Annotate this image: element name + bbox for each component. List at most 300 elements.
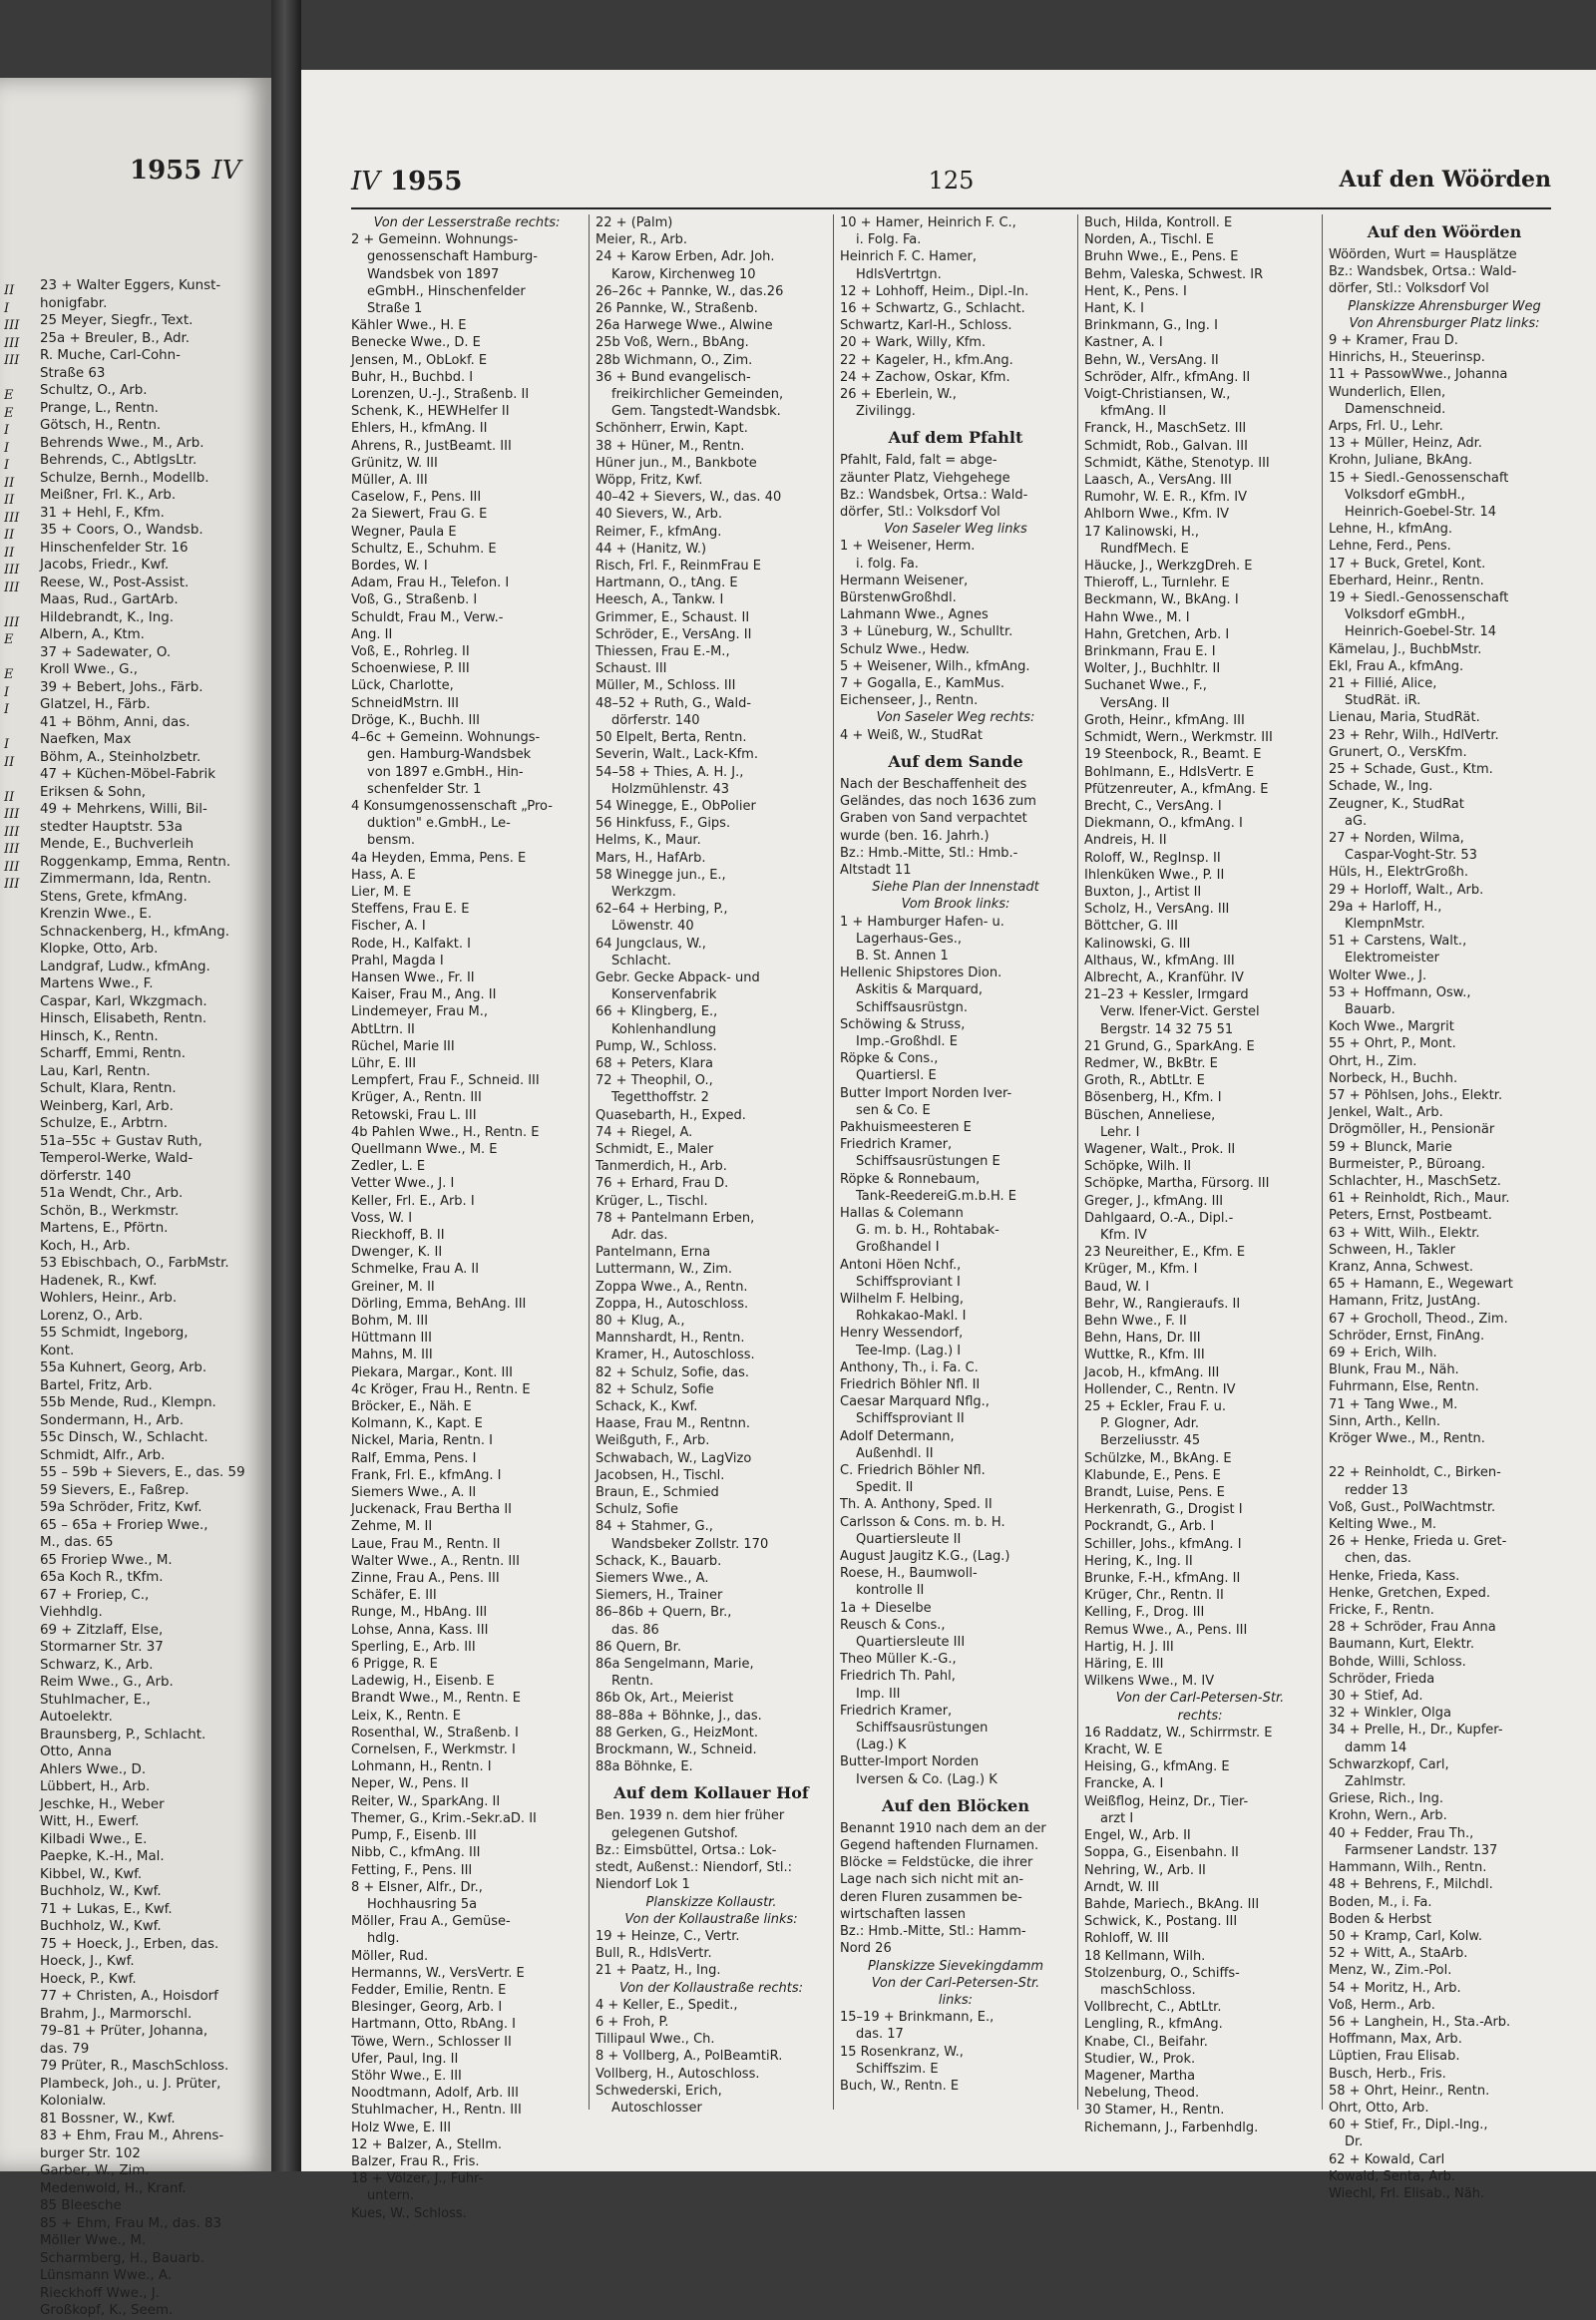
directory-entry: Prange, L., Rentn. bbox=[40, 400, 159, 416]
directory-entry: deren Fluren zusammen be- bbox=[840, 1889, 1022, 1905]
directory-entry: 88a Böhnke, E. bbox=[596, 1759, 693, 1775]
directory-entry: Wöörden, Wurt = Hausplätze bbox=[1329, 247, 1517, 262]
directory-entry: Voigt-Christiansen, W., bbox=[1084, 387, 1231, 403]
directory-entry: 71 + Tang Wwe., M. bbox=[1329, 1396, 1458, 1412]
directory-entry: Koch, H., Arb. bbox=[40, 1238, 131, 1254]
directory-entry: 4c Kröger, Frau H., Rentn. E bbox=[351, 1381, 531, 1397]
directory-entry: 23 + Walter Eggers, Kunst- bbox=[40, 278, 221, 293]
directory-entry: 51a Wendt, Chr., Arb. bbox=[40, 1186, 184, 1201]
margin-mark bbox=[4, 649, 34, 667]
directory-entry: 24 + Zachow, Oskar, Kfm. bbox=[840, 369, 1010, 385]
directory-entry: Mars, H., HafArb. bbox=[596, 850, 706, 866]
directory-entry: 19 + Heinze, C., Vertr. bbox=[596, 1928, 740, 1944]
directory-entry: Mannshardt, H., Rentn. bbox=[596, 1331, 745, 1347]
directory-entry: Sperling, E., Arb. III bbox=[351, 1639, 476, 1655]
directory-entry: Groth, R., AbtLtr. E bbox=[1084, 1073, 1205, 1089]
directory-entry: 28 + Schröder, Frau Anna bbox=[1329, 1620, 1496, 1636]
section-note: rechts: bbox=[1177, 1708, 1223, 1724]
directory-entry: honigfabr. bbox=[40, 295, 108, 311]
margin-mark: III bbox=[4, 824, 20, 840]
directory-entry: 64 Jungclaus, W., bbox=[596, 936, 706, 952]
directory-entry: Schlachter, H., MaschSetz. bbox=[1329, 1173, 1501, 1189]
margin-mark bbox=[4, 946, 34, 964]
directory-entry: Fischer, A. I bbox=[351, 919, 426, 935]
left-page-year: 1955 bbox=[130, 156, 202, 186]
directory-entry: Benecke Wwe., D. E bbox=[351, 335, 481, 351]
directory-entry: Jenkel, Walt., Arb. bbox=[1329, 1105, 1443, 1121]
directory-entry: Wolter, J., Buchhltr. II bbox=[1084, 661, 1221, 677]
left-page-header bbox=[130, 156, 240, 186]
directory-entry: Nickel, Maria, Rentn. I bbox=[351, 1433, 493, 1449]
directory-entry: 2a Siewert, Frau G. E bbox=[351, 507, 488, 523]
directory-entry: Tank-ReedereiG.m.b.H. E bbox=[856, 1188, 1016, 1204]
directory-entry: Hant, K. I bbox=[1084, 301, 1144, 317]
section-note: Von der Lesserstraße rechts: bbox=[373, 215, 561, 230]
directory-entry: Hallas & Colemann bbox=[840, 1205, 964, 1221]
directory-entry: Schultz, O., Arb. bbox=[40, 383, 148, 398]
directory-entry: 5 + Weisener, Wilh., kfmAng. bbox=[840, 658, 1030, 674]
directory-entry: Sinn, Arth., Kelln. bbox=[1329, 1413, 1441, 1429]
directory-entry: Henke, Frieda, Kass. bbox=[1329, 1568, 1460, 1584]
margin-mark bbox=[4, 1208, 34, 1226]
margin-mark: III bbox=[4, 580, 20, 595]
directory-entry: 51 + Carstens, Walt., bbox=[1329, 934, 1467, 950]
directory-entry: Lüptien, Frau Elisab. bbox=[1329, 2049, 1460, 2065]
directory-entry: Schwederski, Erich, bbox=[596, 2083, 722, 2099]
directory-entry: Hüner jun., M., Bankbote bbox=[596, 455, 757, 471]
section-note: Von der Kollaustraße rechts: bbox=[618, 1980, 804, 1996]
directory-entry: Schülzke, M., BkAng. E bbox=[1084, 1450, 1232, 1466]
directory-entry: 48 + Behrens, F., Milchdl. bbox=[1329, 1877, 1493, 1893]
directory-entry: StudRät. iR. bbox=[1345, 693, 1421, 709]
directory-entry: Benannt 1910 nach dem an der bbox=[840, 1820, 1046, 1836]
directory-entry: Zoppa Wwe., A., Rentn. bbox=[596, 1279, 748, 1295]
directory-entry: Wilkens Wwe., M. IV bbox=[1084, 1674, 1215, 1690]
directory-entry: Verw. Ifener-Vict. Gerstel bbox=[1100, 1004, 1260, 1020]
directory-entry: 11 + PassowWwe., Johanna bbox=[1329, 367, 1508, 383]
directory-entry: Helms, K., Maur. bbox=[596, 833, 701, 849]
directory-entry: 6 + Froh, P. bbox=[596, 2014, 669, 2030]
directory-entry: 29a + Harloff, H., bbox=[1329, 899, 1442, 915]
directory-entry: Pfahlt, Fald, falt = abge- bbox=[840, 453, 998, 469]
directory-entry: Schön, B., Werkmstr. bbox=[40, 1203, 180, 1219]
section-note: Planskizze Kollaustr. bbox=[645, 1894, 777, 1910]
directory-entry: Schöwing & Struss, bbox=[840, 1016, 966, 1032]
directory-entry: Heinrich-Goebel-Str. 14 bbox=[1345, 505, 1497, 521]
directory-entry: Scharmberg, H., Bauarb. bbox=[40, 2250, 204, 2266]
directory-entry: 54–58 + Thies, A. H. J., bbox=[596, 764, 744, 780]
directory-entry: Pfützenreuter, A., kfmAng. E bbox=[1084, 781, 1269, 797]
margin-mark: E bbox=[4, 632, 14, 647]
directory-entry: 59 + Blunck, Marie bbox=[1329, 1139, 1452, 1155]
margin-mark bbox=[4, 1243, 34, 1261]
directory-entry: 12 + Lohhoff, Heim., Dipl.-In. bbox=[840, 283, 1029, 299]
directory-entry: Buch, Hilda, Kontroll. E bbox=[1084, 215, 1233, 230]
margin-mark bbox=[4, 1190, 34, 1208]
margin-mark bbox=[4, 911, 34, 929]
directory-entry: Brinkmann, Frau E. I bbox=[1084, 644, 1216, 660]
directory-entry: Remus Wwe., A., Pens. III bbox=[1084, 1622, 1248, 1638]
directory-entry: 78 + Pantelmann Erben, bbox=[596, 1210, 755, 1226]
directory-entry: Jeschke, H., Weber bbox=[40, 1796, 165, 1812]
directory-entry: 36 + Bund evangelisch- bbox=[596, 369, 751, 385]
directory-entry: Pump, W., Schloss. bbox=[596, 1038, 717, 1054]
directory-entry: 3 + Lüneburg, W., Schulltr. bbox=[840, 624, 1013, 640]
directory-entry: Lagerhaus-Ges., bbox=[856, 931, 963, 947]
directory-entry: Krüger, M., Kfm. I bbox=[1084, 1262, 1198, 1278]
directory-entry: 12 + Balzer, A., Stellm. bbox=[351, 2136, 503, 2152]
directory-entry: 58 + Ohrt, Heinr., Rentn. bbox=[1329, 2083, 1490, 2099]
left-page-roman: IV bbox=[211, 156, 241, 186]
directory-entry: Krenzin Wwe., E. bbox=[40, 907, 153, 922]
directory-entry: 32 + Winkler, Olga bbox=[1329, 1706, 1451, 1722]
directory-entry: Meier, R., Arb. bbox=[596, 232, 688, 248]
directory-entry: Lübbert, H., Arb. bbox=[40, 1779, 151, 1794]
directory-entry: schenfelder Str. 1 bbox=[367, 781, 482, 797]
directory-entry: Pakhuismeesteren E bbox=[840, 1119, 972, 1135]
margin-mark: III bbox=[4, 842, 20, 857]
directory-entry: Hering, K., Ing. II bbox=[1084, 1553, 1193, 1569]
directory-entry: 82 + Schulz, Sofie, das. bbox=[596, 1364, 750, 1380]
directory-entry: maschSchloss. bbox=[1100, 1982, 1196, 1998]
directory-entry: Straße 63 bbox=[40, 365, 106, 381]
directory-entry: Temperol-Werke, Wald- bbox=[40, 1151, 194, 1166]
directory-entry: Häucke, J., WerkzgDreh. E bbox=[1084, 559, 1253, 575]
directory-entry: Greiner, M. II bbox=[351, 1279, 435, 1295]
directory-entry: Risch, Frl. F., ReinmFrau E bbox=[596, 559, 761, 575]
directory-entry: Schack, K., Kwf. bbox=[596, 1399, 698, 1415]
directory-entry: Ohrt, H., Zim. bbox=[1329, 1053, 1417, 1069]
directory-entry: Schröder, Frieda bbox=[1329, 1671, 1435, 1687]
directory-entry: Heesch, A., Tankw. I bbox=[596, 592, 724, 608]
directory-entry: Friedrich Th. Pahl, bbox=[840, 1669, 956, 1685]
directory-entry: Lünsmann Wwe., A. bbox=[40, 2268, 173, 2283]
directory-entry: Krohn, Juliane, BkAng. bbox=[1329, 453, 1473, 469]
margin-mark: II bbox=[4, 493, 15, 508]
margin-mark: E bbox=[4, 667, 14, 682]
directory-entry: 69 + Erich, Wilh. bbox=[1329, 1346, 1437, 1360]
column-rule bbox=[589, 214, 590, 2110]
directory-entry: Fedder, Emilie, Rentn. E bbox=[351, 1982, 507, 1998]
directory-entry: Scharff, Emmi, Rentn. bbox=[40, 1046, 187, 1061]
directory-entry: Böttcher, G. III bbox=[1084, 919, 1178, 935]
directory-entry: Autoelektr. bbox=[40, 1710, 113, 1725]
directory-entry: Tanmerdich, H., Arb. bbox=[596, 1159, 727, 1175]
street-heading: Auf den Wöörden bbox=[1367, 222, 1522, 241]
directory-entry: wirtschaften lassen bbox=[840, 1906, 966, 1922]
directory-entry: Balzer, Frau R., Fris. bbox=[351, 2153, 480, 2169]
directory-entry: Lage nach sich nicht mit an- bbox=[840, 1872, 1024, 1888]
directory-entry: Roggenkamp, Emma, Rentn. bbox=[40, 854, 231, 870]
directory-entry: Greger, J., kfmAng. III bbox=[1084, 1193, 1224, 1209]
directory-entry: stedt, Außenst.: Niendorf, Stl.: bbox=[596, 1860, 792, 1876]
directory-entry: Hadenek, R., Kwf. bbox=[40, 1273, 158, 1289]
directory-entry: Buchholz, W., Kwf. bbox=[40, 1919, 162, 1934]
directory-entry: Hahn Wwe., M. I bbox=[1084, 609, 1190, 625]
directory-entry: 50 Elpelt, Berta, Rentn. bbox=[596, 730, 747, 746]
directory-entry: Bz.: Wandsbek, Ortsa.: Wald- bbox=[1329, 264, 1517, 280]
directory-entry: 27 + Norden, Wilma, bbox=[1329, 830, 1464, 846]
directory-entry: Richemann, J., Farbenhdlg. bbox=[1084, 2120, 1259, 2135]
directory-entry: 55 – 59b + Sievers, E., das. 59 bbox=[40, 1465, 245, 1480]
directory-entry: Retowski, Frau L. III bbox=[351, 1107, 477, 1123]
directory-entry: 30 + Stief, Ad. bbox=[1329, 1689, 1423, 1705]
directory-entry: 29 + Horloff, Walt., Arb. bbox=[1329, 882, 1484, 898]
directory-entry: Dwenger, K. II bbox=[351, 1245, 443, 1261]
directory-entry: Elektromeister bbox=[1345, 951, 1439, 967]
directory-entry: Buch, W., Rentn. E bbox=[840, 2078, 960, 2094]
directory-entry: Häring, E. III bbox=[1084, 1657, 1164, 1673]
directory-entry: Bohlmann, E., HdlsVertr. E bbox=[1084, 764, 1255, 780]
directory-entry: Magener, Martha bbox=[1084, 2068, 1196, 2084]
directory-entry: Behrends, C., AbtlgsLtr. bbox=[40, 453, 198, 468]
directory-entry: Wandsbek von 1897 bbox=[367, 266, 500, 282]
directory-entry: 48–52 + Ruth, G., Wald- bbox=[596, 695, 752, 711]
margin-mark bbox=[4, 998, 34, 1016]
directory-entry: Lorenz, O., Arb. bbox=[40, 1308, 144, 1324]
directory-entry: Kont. bbox=[40, 1343, 75, 1358]
directory-entry: Boden, M., i. Fa. bbox=[1329, 1894, 1432, 1910]
directory-entry: Lohse, Anna, Kass. III bbox=[351, 1622, 489, 1638]
directory-entry: Zeugner, K., StudRat bbox=[1329, 796, 1464, 812]
margin-mark bbox=[4, 1103, 34, 1121]
directory-entry: 18 + Völzer, J., Fuhr- bbox=[351, 2171, 484, 2187]
directory-entry: Hartig, H. J. III bbox=[1084, 1639, 1174, 1655]
directory-entry: Schulze, Bernh., Modellb. bbox=[40, 470, 209, 486]
directory-entry: Vollberg, H., Autoschloss. bbox=[596, 2066, 760, 2082]
directory-entry: Dröge, K., Buchh. III bbox=[351, 712, 481, 728]
margin-mark bbox=[4, 964, 34, 981]
directory-entry: Gem. Tangstedt-Wandsbk. bbox=[611, 404, 781, 420]
section-note: Planskizze Sievekingdamm bbox=[867, 1958, 1044, 1974]
directory-entry: 22 + (Palm) bbox=[596, 215, 673, 230]
directory-entry: 44 + (Hanitz, W.) bbox=[596, 541, 707, 557]
directory-entry: 4a Heyden, Emma, Pens. E bbox=[351, 850, 527, 866]
directory-entry: 1 + Weisener, Herm. bbox=[840, 539, 976, 555]
directory-entry: Hent, K., Pens. I bbox=[1084, 283, 1187, 299]
directory-entry: Kolmann, K., Kapt. E bbox=[351, 1416, 483, 1432]
directory-entry: Kähler Wwe., H. E bbox=[351, 318, 467, 334]
directory-entry: Stolzenburg, O., Schiffs- bbox=[1084, 1965, 1240, 1981]
directory-entry: 76 + Erhard, Frau D. bbox=[596, 1176, 729, 1192]
directory-entry: Kracht, W. E bbox=[1084, 1742, 1163, 1758]
directory-entry: Bz.: Wandsbek, Ortsa.: Wald- bbox=[840, 487, 1028, 503]
directory-entry: Caselow, F., Pens. III bbox=[351, 490, 482, 506]
directory-entry: Buhr, H., Buchbd. I bbox=[351, 369, 474, 385]
directory-entry: Heinrich F. C. Hamer, bbox=[840, 249, 977, 265]
directory-entry: Ang. II bbox=[351, 626, 393, 642]
directory-entry: Dörling, Emma, BehAng. III bbox=[351, 1296, 527, 1312]
directory-entry: Jensen, M., ObLokf. E bbox=[351, 352, 488, 368]
directory-entry: Tee-Imp. (Lag.) I bbox=[856, 1343, 962, 1358]
margin-mark: I bbox=[4, 300, 10, 316]
directory-entry: Albrecht, A., Kranführ. IV bbox=[1084, 969, 1244, 985]
directory-entry: 26 Pannke, W., Straßenb. bbox=[596, 301, 758, 317]
directory-entry: Kämelau, J., BuchbMstr. bbox=[1329, 641, 1482, 657]
directory-entry: Reusch & Cons., bbox=[840, 1617, 946, 1633]
directory-entry: Krüger, A., Rentn. III bbox=[351, 1090, 482, 1106]
directory-entry: Farmsener Landstr. 137 bbox=[1345, 1842, 1498, 1858]
directory-entry: 62 + Kowald, Carl bbox=[1329, 2151, 1445, 2167]
directory-entry: Schwick, K., Postang. III bbox=[1084, 1914, 1238, 1930]
directory-entry: Töwe, Wern., Schlosser II bbox=[351, 2034, 512, 2050]
directory-entry: Graben von Sand verpachtet bbox=[840, 811, 1027, 827]
directory-entry: Zahlmstr. bbox=[1345, 1774, 1406, 1790]
margin-mark: II bbox=[4, 789, 15, 805]
directory-entry: Pockrandt, G., Arb. I bbox=[1084, 1519, 1215, 1535]
directory-entry: Brandt, Luise, Pens. E bbox=[1084, 1485, 1225, 1501]
directory-entry: 16 Raddatz, W., Schirrmstr. E bbox=[1084, 1725, 1273, 1740]
directory-entry: Kalinowski, G. III bbox=[1084, 936, 1191, 952]
directory-entry: Kröger Wwe., M., Rentn. bbox=[1329, 1431, 1485, 1447]
directory-entry: 58 Winegge jun., E., bbox=[596, 867, 726, 883]
margin-mark bbox=[4, 894, 34, 912]
directory-entry: Stuhlmacher, E., bbox=[40, 1692, 151, 1708]
directory-entry: Behn, W., VersAng. II bbox=[1084, 352, 1219, 368]
directory-entry: Quartiersleute II bbox=[856, 1531, 962, 1547]
directory-entry: von 1897 e.GmbH., Hin- bbox=[367, 764, 524, 780]
directory-entry: Kues, W., Schloss. bbox=[351, 2205, 467, 2221]
directory-entry: Niendorf Lok 1 bbox=[596, 1877, 690, 1893]
directory-entry: wurde (ben. 16. Jahrh.) bbox=[840, 828, 990, 844]
directory-entry: 56 Hinkfuss, F., Gips. bbox=[596, 816, 731, 832]
directory-entry: kontrolle II bbox=[856, 1583, 925, 1599]
directory-entry: Kibbel, W., Kwf. bbox=[40, 1866, 143, 1882]
directory-entry: Groth, Heinr., kfmAng. III bbox=[1084, 712, 1245, 728]
directory-entry: Imp. III bbox=[856, 1686, 901, 1702]
directory-entry: VersAng. II bbox=[1100, 695, 1170, 711]
margin-mark bbox=[4, 980, 34, 998]
section-note: links: bbox=[938, 1992, 974, 2008]
directory-entry: Fetting, F., Pens. III bbox=[351, 1862, 473, 1878]
directory-entry: Volksdorf eGmbH., bbox=[1345, 607, 1465, 623]
directory-entry bbox=[1329, 1447, 1560, 1464]
margin-mark: II bbox=[4, 545, 15, 561]
section-note: Planskizze Ahrensburger Weg bbox=[1348, 298, 1541, 314]
directory-entry: 47 + Küchen-Möbel-Fabrik bbox=[40, 767, 215, 782]
directory-entry: Grunert, O., VersKfm. bbox=[1329, 744, 1467, 760]
directory-entry: Braunsberg, P., Schlacht. bbox=[40, 1727, 206, 1742]
directory-entry: Krüger, Chr., Rentn. II bbox=[1084, 1588, 1224, 1604]
directory-entry: Hammann, Wilh., Rentn. bbox=[1329, 1860, 1487, 1876]
directory-entry: 25a + Breuler, B., Adr. bbox=[40, 330, 190, 346]
directory-entry: Bull, R., HdlsVertr. bbox=[596, 1946, 712, 1962]
directory-entry: Wunderlich, Ellen, bbox=[1329, 384, 1446, 400]
directory-entry: Lück, Charlotte, bbox=[351, 678, 454, 694]
directory-entry: Hoffmann, Max, Arb. bbox=[1329, 2032, 1462, 2048]
directory-entry: kfmAng. II bbox=[1100, 404, 1167, 420]
directory-entry: B. St. Annen 1 bbox=[856, 948, 949, 964]
directory-entry: 86a Sengelmann, Marie, bbox=[596, 1657, 754, 1673]
section-note: Von Saseler Weg links bbox=[884, 522, 1027, 538]
margin-mark: II bbox=[4, 475, 15, 491]
directory-entry: 24 + Karow Erben, Adr. Joh. bbox=[596, 249, 775, 265]
directory-entry: Tillipaul Wwe., Ch. bbox=[596, 2032, 715, 2048]
directory-entry: Weinberg, Karl, Arb. bbox=[40, 1098, 174, 1114]
directory-entry: Holz Wwe, E. III bbox=[351, 2120, 452, 2135]
directory-column bbox=[840, 214, 1071, 2110]
right-page bbox=[301, 70, 1596, 2221]
directory-entry: Glatzel, H., Färb. bbox=[40, 697, 151, 712]
directory-entry: Weißflog, Heinz, Dr., Tier- bbox=[1084, 1793, 1249, 1809]
margin-mark: I bbox=[4, 458, 10, 473]
directory-entry: Kramer, H., Autoschloss. bbox=[596, 1348, 755, 1363]
directory-entry: Tegetthoffstr. 2 bbox=[611, 1090, 709, 1106]
directory-entry: Heinrich-Goebel-Str. 14 bbox=[1345, 624, 1497, 640]
directory-entry: bensm. bbox=[367, 833, 416, 849]
directory-entry: Kohlenhandlung bbox=[611, 1021, 716, 1037]
directory-entry: Peters, Ernst, Postbeamt. bbox=[1329, 1208, 1492, 1224]
directory-entry: Dahlgaard, O.-A., Dipl.- bbox=[1084, 1210, 1234, 1226]
directory-entry: Antoni Höen Nchf., bbox=[840, 1257, 962, 1273]
directory-entry: Lehne, H., kfmAng. bbox=[1329, 522, 1452, 538]
directory-entry: Eberhard, Heinr., Rentn. bbox=[1329, 573, 1484, 588]
directory-entry: Henke, Gretchen, Exped. bbox=[1329, 1585, 1490, 1601]
directory-entry: Maas, Rud., GartArb. bbox=[40, 592, 179, 607]
directory-entry: Menz, W., Zim.-Pol. bbox=[1329, 1963, 1452, 1979]
directory-entry: Lehne, Ferd., Pens. bbox=[1329, 539, 1451, 555]
directory-entry: Stuhlmacher, H., Rentn. III bbox=[351, 2103, 522, 2119]
directory-entry: 84 + Stahmer, G., bbox=[596, 1519, 713, 1535]
directory-entry: Knabe, Cl., Beifahr. bbox=[1084, 2034, 1208, 2050]
directory-entry: 26 + Henke, Frieda u. Gret- bbox=[1329, 1534, 1507, 1550]
margin-mark bbox=[4, 1068, 34, 1086]
directory-entry: Nehring, W., Arb. II bbox=[1084, 1862, 1206, 1878]
column-rule bbox=[1322, 214, 1323, 2110]
directory-entry: Fuhrmann, Else, Rentn. bbox=[1329, 1379, 1479, 1395]
directory-entry: Noodtmann, Adolf, Arb. III bbox=[351, 2086, 519, 2102]
directory-entry: Nord 26 bbox=[840, 1941, 892, 1957]
directory-entry: Beckmann, W., BkAng. I bbox=[1084, 592, 1239, 608]
directory-entry: Wandsbeker Zollstr. 170 bbox=[611, 1536, 769, 1552]
directory-entry: Boden & Herbst bbox=[1329, 1911, 1432, 1927]
directory-entry: damm 14 bbox=[1345, 1740, 1407, 1755]
directory-entry: Norden, A., Tischl. E bbox=[1084, 232, 1215, 248]
directory-entry: 65 + Hamann, E., Wegewart bbox=[1329, 1277, 1513, 1293]
directory-entry: 82 + Schulz, Sofie bbox=[596, 1381, 714, 1397]
directory-entry: Rumohr, W. E. R., Kfm. IV bbox=[1084, 490, 1247, 506]
directory-entry: Roese, H., Baumwoll- bbox=[840, 1566, 978, 1582]
directory-entry: Piekara, Margar., Kont. III bbox=[351, 1364, 514, 1380]
directory-entry: Runge, M., HbAng. III bbox=[351, 1605, 488, 1621]
directory-entry: Anthony, Th., i. Fa. C. bbox=[840, 1359, 979, 1375]
directory-entry: Zehme, M. II bbox=[351, 1519, 433, 1535]
directory-entry: duktion" e.GmbH., Le- bbox=[367, 816, 511, 832]
directory-entry: 4–6c + Gemeinn. Wohnungs- bbox=[351, 730, 541, 746]
directory-entry: Rentn. bbox=[611, 1674, 654, 1690]
page-number: 125 bbox=[928, 167, 975, 194]
directory-entry: Schmidt, Wern., Werkmstr. III bbox=[1084, 730, 1273, 746]
directory-entry: Keller, Frl. E., Arb. I bbox=[351, 1193, 475, 1209]
directory-entry: Sondermann, H., Arb. bbox=[40, 1412, 184, 1428]
section-note: Von Ahrensburger Platz links: bbox=[1349, 315, 1540, 331]
directory-entry: Behn Wwe., F. II bbox=[1084, 1314, 1187, 1329]
margin-mark: III bbox=[4, 318, 20, 333]
directory-entry: Ahrens, R., JustBeamt. III bbox=[351, 438, 512, 454]
directory-entry: Viehhdlg. bbox=[40, 1605, 103, 1620]
directory-entry: Otto, Anna bbox=[40, 1744, 113, 1759]
directory-entry: Engel, W., Arb. II bbox=[1084, 1828, 1191, 1844]
directory-entry: Hildebrandt, K., Ing. bbox=[40, 609, 174, 625]
directory-entry: Hass, A. E bbox=[351, 867, 416, 883]
margin-mark bbox=[4, 1138, 34, 1156]
directory-entry: Bartel, Fritz, Arb. bbox=[40, 1377, 153, 1393]
directory-entry: Mende, E., Buchverleih bbox=[40, 837, 195, 852]
directory-entry: Großkopf, K., Seem. bbox=[40, 2303, 174, 2318]
directory-entry: Behn, Hans, Dr. III bbox=[1084, 1331, 1201, 1347]
directory-entry: dörferstr. 140 bbox=[611, 712, 700, 728]
directory-entry: Kaiser, Frau M., Ang. II bbox=[351, 987, 497, 1003]
